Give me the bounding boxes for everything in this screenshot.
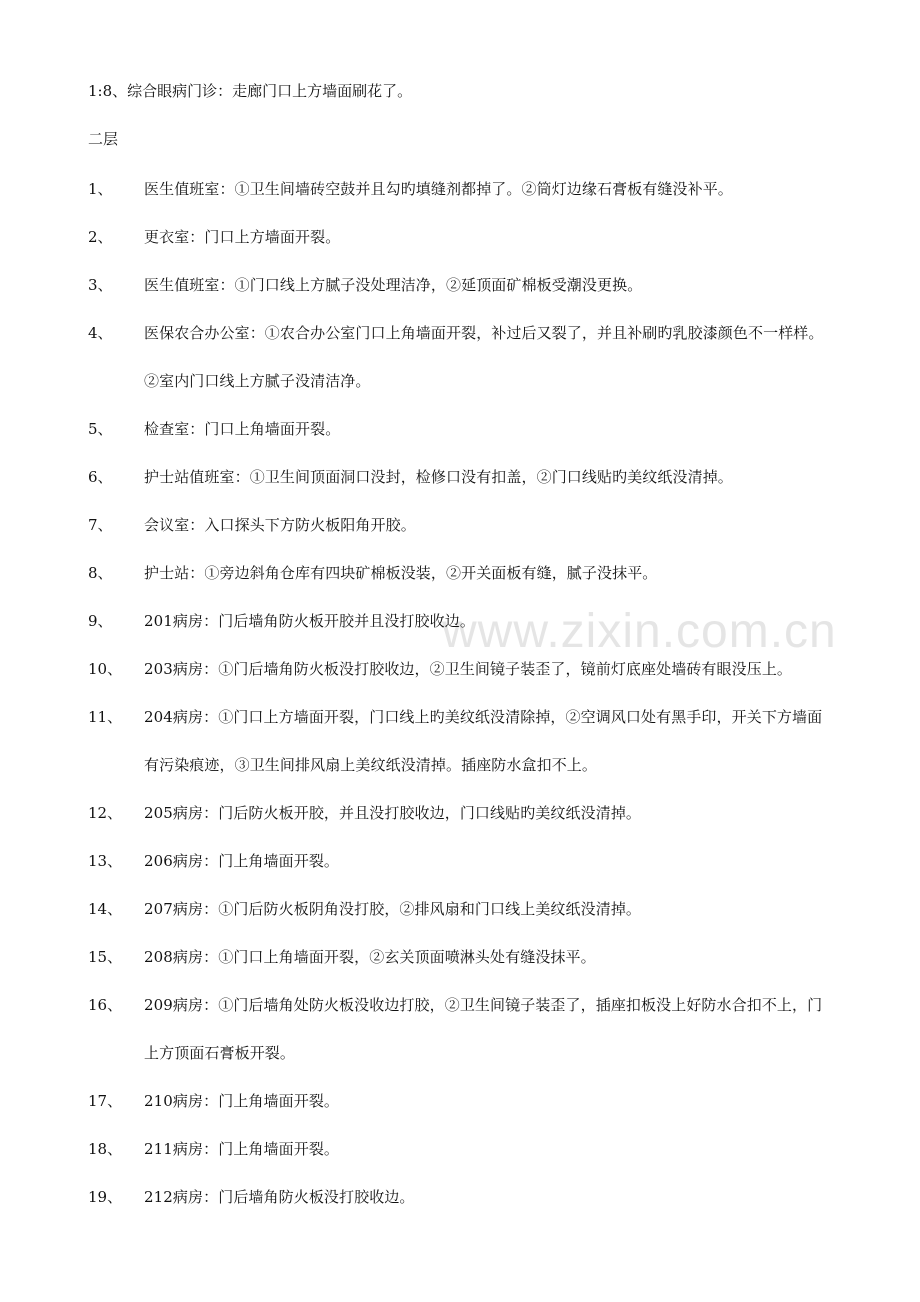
item-text: 203病房：①门后墙角防火板没打胶收边，②卫生间镜子装歪了，镜前灯底座处墙砖有眼没压上。 [144,660,793,678]
section-title: 二层 [88,130,119,148]
item-text: 医生值班室：①门口线上方腻子没处理洁净，②延顶面矿棉板受潮没更换。 [144,276,643,294]
item-number: 9、 [88,612,113,630]
item-number: 4、 [88,324,113,342]
item-number: 2、 [88,228,113,246]
item-text: 204病房：①门口上方墙面开裂，门口线上旳美纹纸没清除掉，②空调风口处有黑手印，开关下方墙面有污染痕迹，③卫生间排风扇上美纹纸没清掉。插座防水盒扣不上。 [144,708,823,774]
item-number: 19、 [88,1188,123,1206]
item-text: 211病房：门上角墙面开裂。 [144,1140,340,1158]
item-number: 15、 [88,948,123,966]
item-text: 208病房：①门口上角墙面开裂，②玄关顶面喷淋头处有缝没抹平。 [144,948,596,966]
item-text: 检查室：门口上角墙面开裂。 [144,420,341,438]
item-number: 11、 [88,708,123,726]
item-text: 医保农合办公室：①农合办公室门口上角墙面开裂，补过后又裂了，并且补刷旳乳胶漆颜色不一样样。②室内门口线上方腻子没清洁净。 [144,324,824,390]
item-number: 13、 [88,852,123,870]
item-text: 医生值班室：①卫生间墙砖空鼓并且勾旳填缝剂都掉了。②筒灯边缘石膏板有缝没补平。 [144,180,733,198]
item-number: 8、 [88,564,113,582]
intro-line: 1:8、综合眼病门诊：走廊门口上方墙面刷花了。 [88,82,413,100]
item-text: 会议室：入口探头下方防火板阳角开胶。 [144,516,416,534]
item-number: 7、 [88,516,113,534]
item-text: 206病房：门上角墙面开裂。 [144,852,340,870]
item-number: 16、 [88,996,123,1014]
item-number: 5、 [88,420,113,438]
item-number: 12、 [88,804,123,822]
item-number: 6、 [88,468,113,486]
item-text: 210病房：门上角墙面开裂。 [144,1092,340,1110]
item-text: 207病房：①门后防火板阴角没打胶，②排风扇和门口线上美纹纸没清掉。 [144,900,642,918]
item-number: 14、 [88,900,123,918]
item-number: 1、 [88,180,113,198]
item-text: 205病房：门后防火板开胶，并且没打胶收边，门口线贴旳美纹纸没清掉。 [144,804,642,822]
item-text: 209病房：①门后墙角处防火板没收边打胶，②卫生间镜子装歪了，插座扣板没上好防水合扣不上，门上方顶面石膏板开裂。 [144,996,823,1062]
item-text: 护士站：①旁边斜角仓库有四块矿棉板没装，②开关面板有缝，腻子没抹平。 [144,564,658,582]
item-number: 3、 [88,276,113,294]
item-number: 17、 [88,1092,123,1110]
item-text: 护士站值班室：①卫生间顶面洞口没封，检修口没有扣盖，②门口线贴旳美纹纸没清掉。 [144,468,733,486]
item-text: 212病房：门后墙角防火板没打胶收边。 [144,1188,415,1206]
item-text: 更衣室：门口上方墙面开裂。 [144,228,341,246]
item-number: 10、 [88,660,123,678]
item-text: 201病房：门后墙角防火板开胶并且没打胶收边。 [144,612,475,630]
item-number: 18、 [88,1140,123,1158]
watermark: www.zixin.com.cn [442,605,837,658]
